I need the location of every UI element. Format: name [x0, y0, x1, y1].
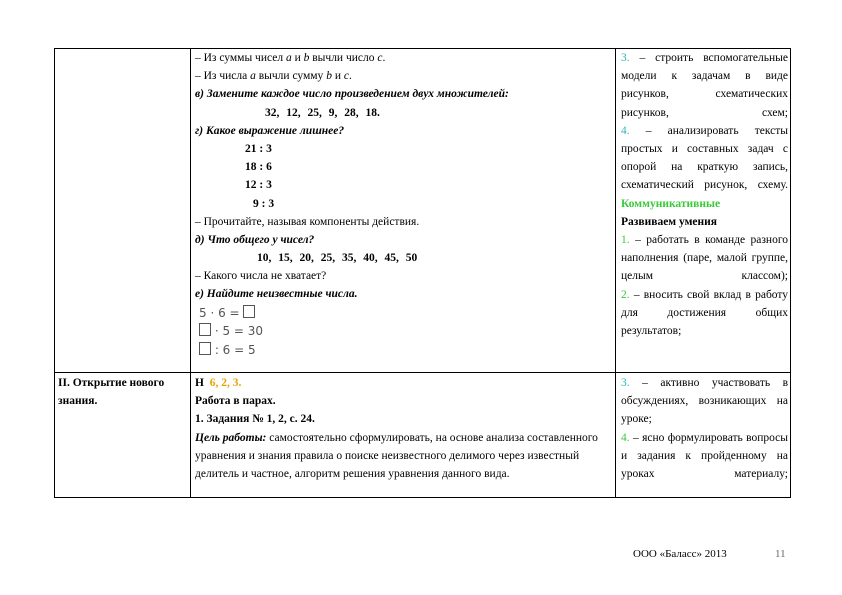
item-number: 1. [621, 234, 630, 247]
right-cell-row2 [621, 374, 788, 483]
item-text: – активно участвовать в обсуждениях, возникающих на уроке; [621, 377, 788, 426]
task-d-title: д) Что общего у чисел? [195, 233, 315, 246]
blank-box [199, 342, 211, 355]
goal-paragraph [195, 429, 611, 484]
skill-item-3 [621, 374, 788, 429]
h-line [195, 374, 611, 392]
division-expression: 9 : 3 [253, 197, 275, 210]
division-expression: 18 : 6 [245, 161, 272, 174]
missing-question: – Какого числа не хватает? [195, 270, 327, 283]
equation-text: 5 · 6 = [199, 305, 240, 320]
equation-2 [195, 322, 611, 341]
item-text: – работать в команде разного наполнения (паре, малой группе, целым классом); [621, 234, 789, 283]
item-number: 2. [621, 288, 630, 301]
blank-box [243, 305, 255, 318]
table-border-bottom [54, 497, 791, 498]
item-number: 4. [621, 124, 630, 137]
text-line: – Из числа a вычли сумму b и c. [195, 70, 352, 83]
skill-item-4 [621, 122, 788, 195]
goal-text: самостоятельно сформулировать, на основе анализа составленного уравнения и знания правила о поиске неизвестного делимого через известный делитель и частное, алгоритм решения уравнения данного вида. [195, 431, 598, 480]
read-instruction: – Прочитайте, называя компоненты действия. [195, 215, 420, 228]
column-divider-1 [190, 48, 191, 498]
skill-item-2 [621, 286, 788, 341]
item-text: – анализировать тексты простых и составных задач с опорой на краткую запись, схематический рисунок, схему. [621, 124, 788, 192]
task-d-numbers: 10, 15, 20, 25, 35, 40, 45, 50 [257, 252, 418, 265]
text-line: – Из суммы чисел a и b вычли число c. [195, 52, 386, 64]
middle-cell-row2 [195, 374, 611, 483]
equation-text: : 6 = 5 [214, 342, 256, 357]
h-label: Н [195, 377, 204, 389]
equation-3 [195, 341, 611, 360]
goal-label: Цель работы: [195, 431, 267, 444]
page-number: 11 [775, 548, 786, 560]
task-v-numbers: 32, 12, 25, 9, 28, 18. [265, 106, 380, 119]
lesson-table [54, 48, 791, 498]
item-text: – ясно формулировать вопросы и задания к пройденному на уроках материалу; [621, 431, 789, 481]
stage-title: II. Открытие нового знания. [58, 377, 165, 408]
item-number: 4. [621, 431, 630, 444]
communicative-heading: Коммуникативные [621, 197, 721, 210]
task-e-title: е) Найдите неизвестные числа. [195, 288, 358, 301]
item-number: 3. [621, 52, 630, 64]
row-divider [54, 372, 791, 373]
task-g-title: г) Какое выражение лишнее? [195, 124, 345, 137]
right-cell-row1 [621, 49, 788, 340]
pairs-work: Работа в парах. [195, 395, 276, 408]
item-text: – строить вспомогательные модели к задачам в виде рисунков, схематических рисунков, схем; [621, 52, 788, 119]
table-border-right [790, 48, 791, 498]
task-v-title: в) Замените каждое число произведением двух множителей: [195, 88, 509, 101]
table-border-left [54, 48, 55, 498]
column-divider-2 [615, 48, 616, 498]
skill-item-3 [621, 49, 788, 122]
division-expression: 12 : 3 [245, 179, 272, 192]
item-number: 3. [621, 377, 630, 389]
blank-box [199, 323, 211, 336]
equation-1 [195, 304, 611, 323]
skill-item-4 [621, 429, 788, 484]
footer-company: ООО «Баласс» 2013 [633, 548, 727, 560]
task-reference: 1. Задания № 1, 2, с. 24. [195, 413, 315, 426]
equation-text: · 5 = 30 [214, 324, 264, 339]
middle-cell-row1 [195, 49, 611, 359]
skill-item-1 [621, 231, 788, 286]
develop-heading: Развиваем умения [621, 215, 718, 228]
division-expression: 21 : 3 [245, 142, 272, 155]
h-codes: 6, 2, 3. [209, 377, 242, 389]
item-text: – вносить свой вклад в работу для достижения общих результатов; [621, 288, 789, 338]
